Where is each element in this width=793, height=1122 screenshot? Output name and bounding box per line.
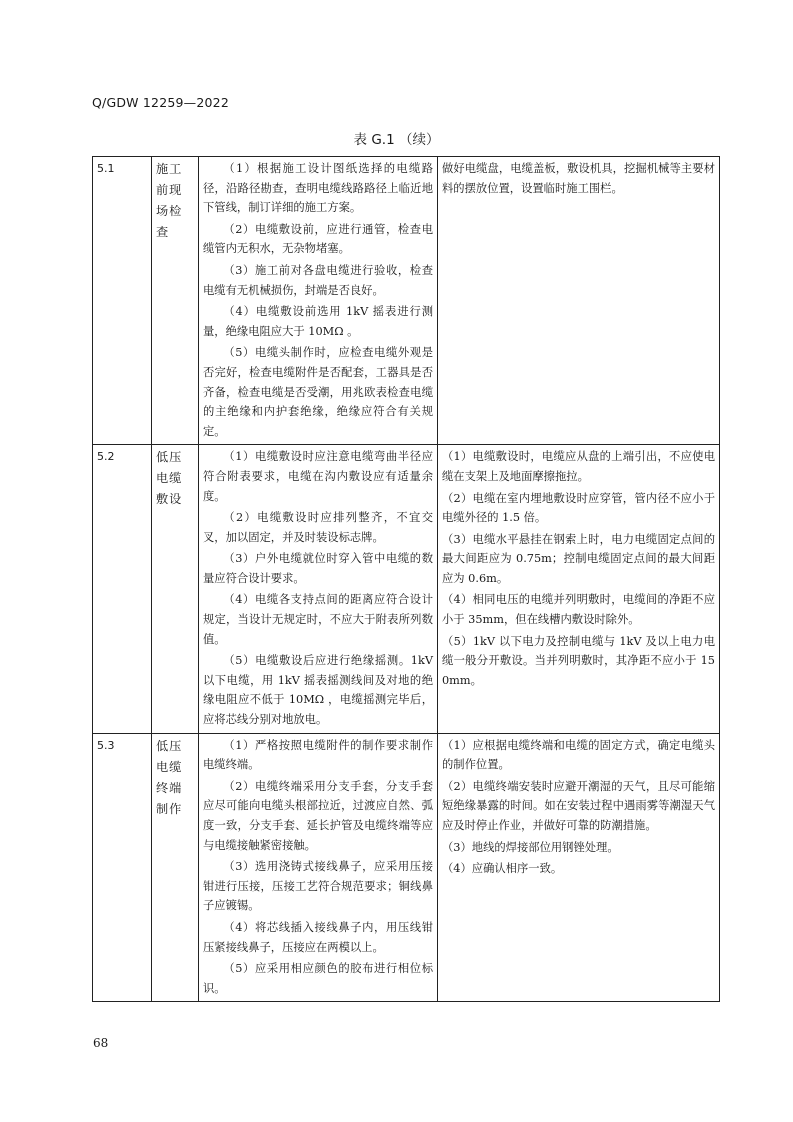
note-text: 做好电缆盘，电缆盖板，敷设机具，挖掘机械等主要材料的摆放位置，设置临时施工围栏。: [442, 162, 715, 195]
page-number: 68: [93, 1036, 109, 1050]
requirement-text: （4）电缆敷设前选用 1kV 摇表进行测量，绝缘电阻应大于 10MΩ 。: [203, 305, 433, 338]
row-notes: [438, 157, 720, 445]
row-number: 5.1: [93, 157, 152, 445]
row-item: 施工前现场检查: [152, 157, 199, 445]
row-requirements: [199, 157, 438, 445]
document-code: Q/GDW 12259—2022: [92, 95, 229, 110]
note-text: （4）应确认相序一致。: [442, 862, 563, 876]
requirement-text: （2）电缆终端采用分支手套，分支手套应尽可能向电缆头根部拉近，过渡应自然、弧度一致，分支手套、延长护管及电缆终端等应与电缆接触紧密接触。: [203, 779, 433, 852]
requirement-text: （3）施工前对各盘电缆进行验收，检查电缆有无机械损伤，封端是否良好。: [203, 263, 433, 297]
row-item: 低压电缆敷设: [152, 445, 199, 733]
table-row: [93, 445, 720, 733]
requirement-text: （5）电缆头制作时，应检查电缆外观是否完好，检查电缆附件是否配套，工器具是否齐备，检查电缆是否受潮，用兆欧表检查电缆的主绝缘和内护套绝缘，绝缘应符合有关规定。: [203, 346, 433, 438]
table-row: [93, 157, 720, 445]
row-number: 5.2: [93, 445, 152, 733]
note-text: （2）电缆在室内埋地敷设时应穿管，管内径不应小于电缆外径的 1.5 倍。: [442, 491, 715, 525]
requirement-text: （5）应采用相应颜色的胶布进行相位标识。: [203, 962, 433, 995]
requirement-text: （4）电缆各支持点间的距离应符合设计规定，当设计无规定时，不应大于附表所列数值。: [203, 593, 433, 646]
note-text: （3）地线的焊接部位用钢锉处理。: [442, 840, 619, 854]
requirement-text: （4）将芯线插入接线鼻子内，用压线钳压紧接线鼻子，压接应在两模以上。: [203, 920, 433, 954]
row-notes: [438, 733, 720, 1002]
row-notes: [438, 445, 720, 733]
requirement-text: （1）根据施工设计图纸选择的电缆路径，沿路径勘查，查明电缆线路路径上临近地下管线，制订详细的施工方案。: [203, 162, 433, 215]
row-number: 5.3: [93, 733, 152, 1002]
row-requirements: [199, 445, 438, 733]
note-text: （1）电缆敷设时，电缆应从盘的上端引出，不应使电缆在支架上及地面摩擦拖拉。: [442, 450, 715, 483]
note-text: （4）相同电压的电缆并列明敷时，电缆间的净距不应小于 35mm，但在线槽内敷设时除外。: [442, 593, 715, 627]
table-title: 表 G.1 （续）: [353, 132, 440, 148]
note-text: （3）电缆水平悬挂在钢索上时，电力电缆固定点间的最大间距应为 0.75m；控制电缆固定点间的最大间距应为 0.6m。: [442, 532, 715, 585]
row-item: 低压电缆终端制作: [152, 733, 199, 1002]
note-text: （5）1kV 以下电力及控制电缆与 1kV 及以上电力电缆一般分开敷设。当并列明敷时，其净距不应小于 150mm。: [442, 634, 715, 687]
requirement-text: （5）电缆敷设后应进行绝缘摇测。1kV 以下电缆，用 1kV 摇表摇测线间及对地的绝缘电阻应不低于 10MΩ ，电缆摇测完毕后，应将芯线分别对地放电。: [203, 654, 433, 727]
requirement-text: （1）电缆敷设时应注意电缆弯曲半径应符合附表要求，电缆在沟内敷设应有适量余度。: [203, 450, 433, 503]
requirement-text: （2）电缆敷设时应排列整齐，不宜交叉，加以固定，并及时装设标志牌。: [203, 511, 433, 544]
requirement-text: （3）户外电缆就位时穿入管中电缆的数量应符合设计要求。: [203, 552, 433, 585]
requirement-text: （1）严格按照电缆附件的制作要求制作电缆终端。: [203, 738, 433, 772]
requirement-text: （3）选用浇铸式接线鼻子，应采用压接钳进行压接，压接工艺符合规范要求；铜线鼻子应镀锡。: [203, 860, 433, 913]
row-requirements: [199, 733, 438, 1002]
note-text: （2）电缆终端安装时应避开潮湿的天气，且尽可能缩短绝缘暴露的时间。如在安装过程中遇雨雾等潮湿天气应及时停止作业，并做好可靠的防潮措施。: [442, 779, 715, 832]
note-text: （1）应根据电缆终端和电缆的固定方式，确定电缆头的制作位置。: [442, 738, 715, 772]
construction-spec-table: [92, 156, 720, 1002]
requirement-text: （2）电缆敷设前，应进行通管，检查电缆管内无积水，无杂物堵塞。: [203, 222, 433, 256]
table-row: [93, 733, 720, 1002]
